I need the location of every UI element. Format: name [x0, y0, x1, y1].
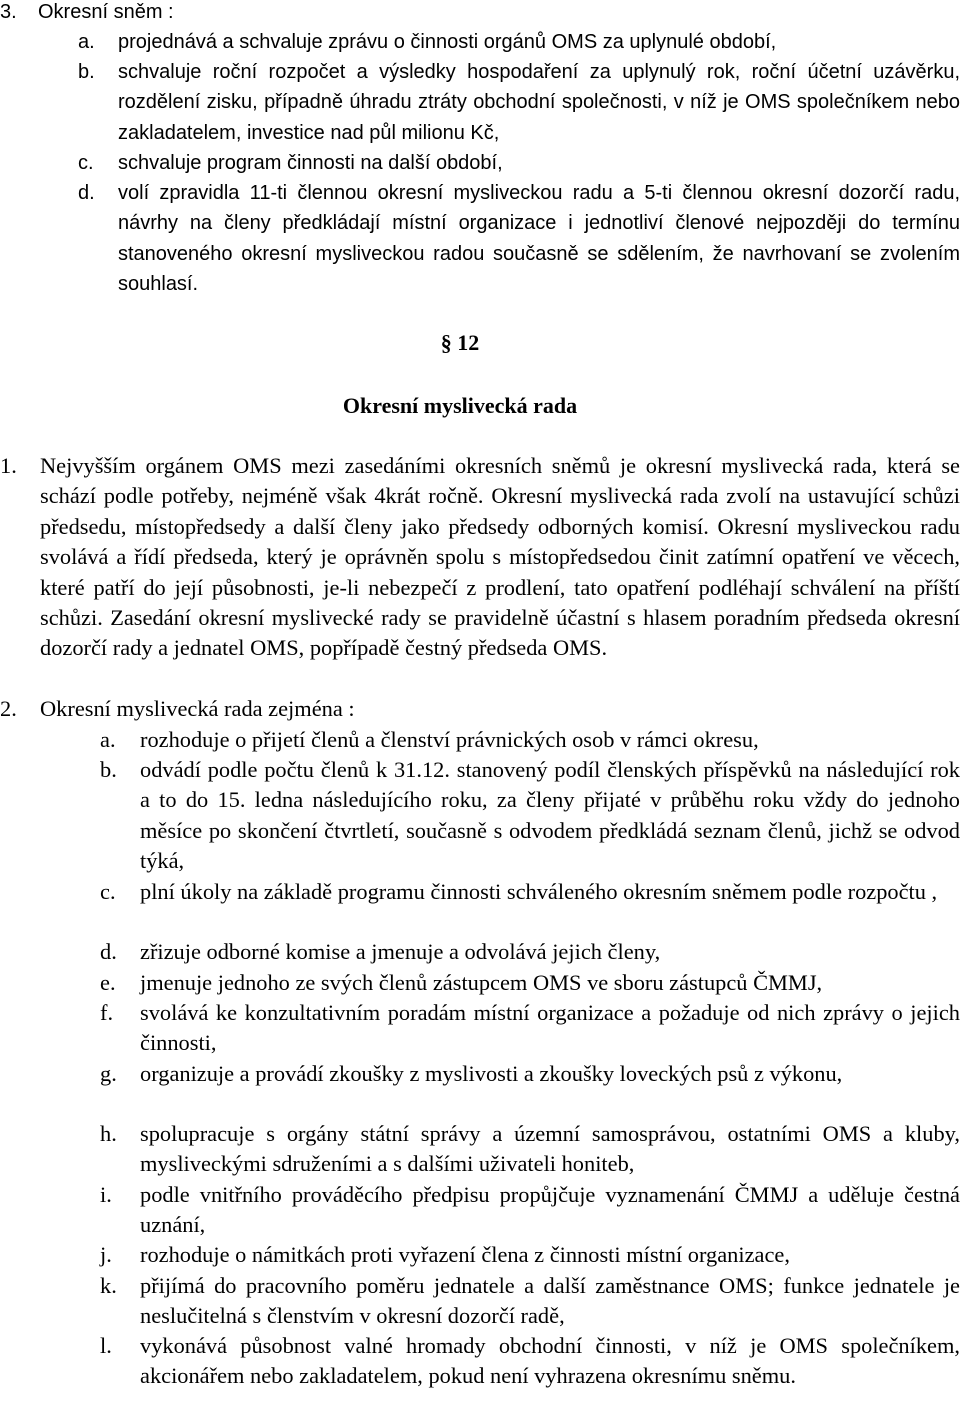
point-1 — [0, 451, 960, 664]
paragraph-number — [0, 330, 920, 356]
list-letter: h. — [100, 1121, 117, 1146]
point-2-item-h — [100, 1119, 960, 1180]
point-2-item-d — [100, 937, 960, 967]
list-item-text: zřizuje odborné komise a jmenuje a odvolává jejich členy, — [140, 939, 661, 964]
point-2-item-e — [100, 968, 960, 998]
list-item-text: schvaluje roční rozpočet a výsledky hospodaření za uplynulý rok, roční účetní uzávěrku, rozdělení zisku, případně úhradu ztráty obchodní společnosti, v níž je OMS společníkem nebo zakladatelem, investice nad půl milionu Kč, — [118, 61, 960, 144]
point-2-item-c — [100, 877, 960, 907]
list-item-text: organizuje a provádí zkoušky z myslivosti a zkoušky loveckých psů z výkonu, — [140, 1061, 843, 1086]
list-item-text: projednává a schvaluje zprávu o činnosti orgánů OMS za uplynulé období, — [118, 31, 777, 53]
heading-text: Okresní myslivecká rada zejména : — [40, 696, 355, 721]
list-number: 2. — [0, 696, 17, 721]
point-2-item-k — [100, 1271, 960, 1332]
paragraph-number-value: 12 — [457, 330, 480, 355]
section-3-item-d — [78, 178, 960, 300]
list-item-text: rozhoduje o námitkách proti vyřazení člena z činnosti místní organizace, — [140, 1242, 790, 1267]
section-3-item-c — [78, 148, 960, 178]
list-letter: b. — [78, 61, 95, 83]
list-letter: c. — [78, 152, 94, 174]
list-item-text: odvádí podle počtu členů k 31.12. stanovený podíl členských příspěvků na následující rok a to do 15. ledna následujícího roku, za členy přijaté v průběhu roku vždy do jednoho měsíce po skončení čtvrtletí, současně s odvodem předkládá seznam členů, jichž se odvod týká, — [140, 757, 960, 874]
paragraph-symbol: § — [440, 330, 452, 355]
list-item-text: podle vnitřního prováděcího předpisu propůjčuje vyznamenání ČMMJ a uděluje čestná uznání, — [140, 1182, 960, 1238]
list-item-text: přijímá do pracovního poměru jednatele a další zaměstnance OMS; funkce jednatele je neslučitelná s členstvím v okresní dozorčí radě, — [140, 1273, 960, 1329]
list-letter: k. — [100, 1273, 117, 1298]
list-number: 1. — [0, 453, 17, 478]
paragraph-title: Okresní myslivecká rada — [342, 393, 578, 418]
point-2-item-i — [100, 1180, 960, 1241]
section-3-item-a — [78, 27, 960, 57]
list-item-text: spolupracuje s orgány státní správy a územní samosprávou, ostatními OMS a kluby, mysliveckými sdruženími a s dalšími uživateli honiteb, — [140, 1121, 960, 1177]
section-3-item-b — [78, 57, 960, 148]
point-2-item-g — [100, 1059, 960, 1089]
list-letter: j. — [100, 1242, 112, 1267]
list-item-text: vykonává působnost valné hromady obchodní činnosti, v níž je OMS společníkem, akcionářem nebo zakladatelem, pokud není vyhrazena okresnímu sněmu. — [140, 1333, 960, 1389]
list-item-text: plní úkoly na základě programu činnosti schváleného okresním sněmem podle rozpočtu , — [140, 879, 938, 904]
point-2-item-f — [100, 998, 960, 1059]
list-letter: g. — [100, 1061, 117, 1086]
list-letter: e. — [100, 970, 116, 995]
point-1-text: Nejvyšším orgánem OMS mezi zasedáními okresních sněmů je okresní myslivecká rada, která se schází podle potřeby, nejméně však 4krát ročně. Okresní myslivecká rada zvolí na ustavující schůzi předsedu, místopředsedy a další členy jako předsedy odborných komisí. Okresní mysliveckou radu svolává a řídí předseda, který je oprávněn spolu s místopředsedou činit zatímní opatření ve věcech, které patří do její působnosti, je-li nebezpečí z prodlení, tato opatření podléhají schválení na příští schůzi. Zasedání okresní myslivecké rady se pravidelně účastní s hlasem poradním předseda okresní dozorčí rady a jednatel OMS, popřípadě čestný předseda OMS. — [40, 453, 960, 661]
list-letter: f. — [100, 1000, 114, 1025]
heading-text: Okresní sněm : — [38, 1, 174, 23]
list-letter: d. — [100, 939, 117, 964]
list-letter: b. — [100, 757, 117, 782]
point-2-item-j — [100, 1240, 960, 1270]
section-3-heading — [0, 0, 960, 27]
list-letter: d. — [78, 182, 95, 204]
point-2-item-a — [100, 725, 960, 755]
list-letter: a. — [78, 31, 95, 53]
list-number: 3. — [0, 1, 17, 23]
point-2-heading — [0, 694, 960, 724]
list-item-text: schvaluje program činnosti na další období, — [118, 152, 503, 174]
list-item-text: jmenuje jednoho ze svých členů zástupcem OMS ve sboru zástupců ČMMJ, — [140, 970, 823, 995]
list-letter: i. — [100, 1182, 112, 1207]
list-letter: l. — [100, 1333, 112, 1358]
list-letter: c. — [100, 879, 116, 904]
point-2-item-l — [100, 1331, 960, 1392]
list-item-text: volí zpravidla 11-ti člennou okresní mysliveckou radu a 5-ti člennou okresní dozorčí radu, návrhy na členy předkládají místní organizace i jednotliví členové nejpozději do termínu stanoveného okresní mysliveckou radou současně se sdělením, že navrhovaní se zvolením souhlasí. — [118, 182, 960, 296]
list-item-text: rozhoduje o přijetí členů a členství právnických osob v rámci okresu, — [140, 727, 759, 752]
list-item-text: svolává ke konzultativním poradám místní organizace a požaduje od nich zprávy o jejich činnosti, — [140, 1000, 960, 1056]
list-letter: a. — [100, 727, 116, 752]
point-2-item-b — [100, 755, 960, 877]
